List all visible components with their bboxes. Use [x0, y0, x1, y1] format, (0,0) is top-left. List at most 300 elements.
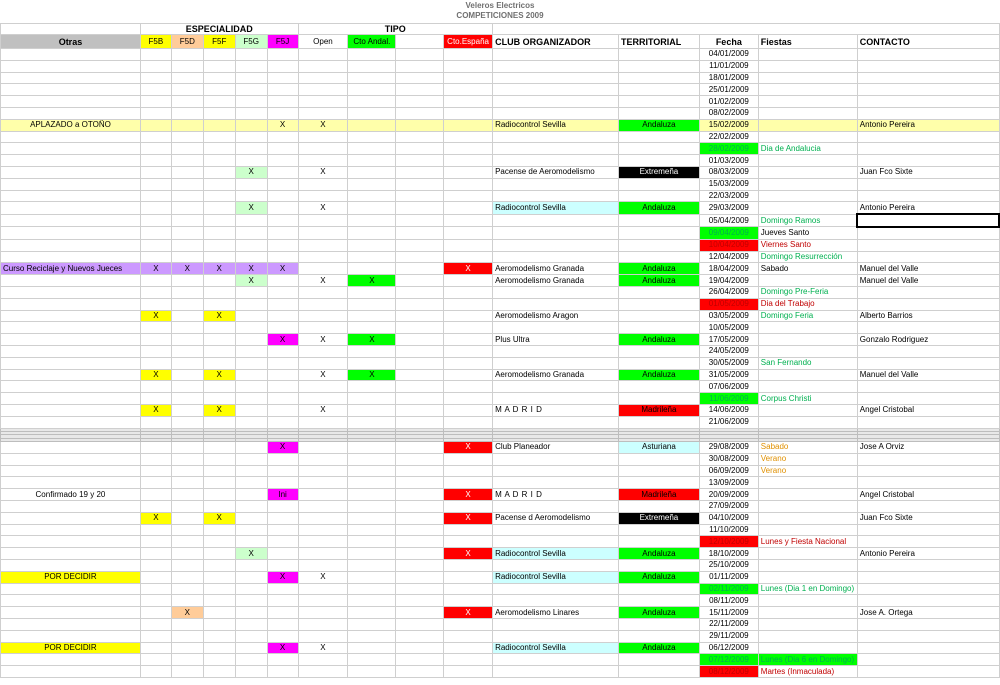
cell-f5f[interactable]: X: [203, 404, 235, 416]
cell-fecha[interactable]: 15/02/2009: [699, 119, 758, 131]
cell-fecha[interactable]: 21/06/2009: [699, 416, 758, 428]
cell-esp[interactable]: [444, 465, 493, 477]
cell-f5d[interactable]: [171, 393, 203, 405]
cell-open[interactable]: X: [298, 275, 348, 287]
cell-esp[interactable]: [444, 381, 493, 393]
cell-esp[interactable]: [444, 630, 493, 642]
cell-club[interactable]: [493, 595, 619, 607]
cell-territorial[interactable]: [618, 214, 699, 227]
cell-fecha[interactable]: 18/04/2009: [699, 263, 758, 275]
cell-fiestas[interactable]: [758, 275, 857, 287]
cell-f5g[interactable]: X: [235, 263, 267, 275]
cell-andal[interactable]: [348, 322, 396, 334]
cell-otras[interactable]: [1, 310, 141, 322]
cell-contacto[interactable]: [857, 536, 999, 548]
col-header-f5j[interactable]: F5J: [267, 35, 298, 49]
cell-open[interactable]: [298, 607, 348, 619]
cell-fecha[interactable]: 02/11/2009: [699, 583, 758, 595]
cell-f5f[interactable]: [203, 453, 235, 465]
cell-territorial[interactable]: Andaluza: [618, 275, 699, 287]
cell-f5d[interactable]: [171, 119, 203, 131]
cell-f5f[interactable]: [203, 298, 235, 310]
cell-open[interactable]: [298, 286, 348, 298]
cell-open[interactable]: [298, 178, 348, 190]
cell-territorial[interactable]: [618, 381, 699, 393]
cell-fecha[interactable]: 18/01/2009: [699, 72, 758, 84]
cell-territorial[interactable]: [618, 107, 699, 119]
cell-f5g[interactable]: [235, 512, 267, 524]
cell-f5g[interactable]: [235, 334, 267, 346]
cell-open[interactable]: [298, 465, 348, 477]
cell-f5d[interactable]: [171, 453, 203, 465]
cell-f5j[interactable]: [267, 275, 298, 287]
cell-f5d[interactable]: [171, 642, 203, 654]
cell-otras[interactable]: [1, 298, 141, 310]
cell-fecha[interactable]: 04/01/2009: [699, 49, 758, 61]
cell-esp[interactable]: [444, 155, 493, 167]
cell-open[interactable]: [298, 619, 348, 631]
cell-open[interactable]: [298, 72, 348, 84]
cell-territorial[interactable]: [618, 49, 699, 61]
cell-fiestas[interactable]: Dia de Andalucia: [758, 143, 857, 155]
cell-f5d[interactable]: [171, 571, 203, 583]
cell-f5j[interactable]: [267, 666, 298, 678]
cell-f5d[interactable]: [171, 60, 203, 72]
cell-f5b[interactable]: [140, 560, 171, 572]
cell-territorial[interactable]: Extremeña: [618, 512, 699, 524]
cell-f5j[interactable]: [267, 619, 298, 631]
cell-f5b[interactable]: [140, 107, 171, 119]
cell-club[interactable]: Aeromodelismo Linares: [493, 607, 619, 619]
cell-contacto[interactable]: [857, 227, 999, 239]
cell-f5f[interactable]: [203, 214, 235, 227]
cell-f5b[interactable]: [140, 571, 171, 583]
cell-territorial[interactable]: [618, 310, 699, 322]
cell-territorial[interactable]: Andaluza: [618, 642, 699, 654]
cell-territorial[interactable]: [618, 155, 699, 167]
cell-fecha[interactable]: 01/11/2009: [699, 571, 758, 583]
cell-otras[interactable]: [1, 560, 141, 572]
cell-open[interactable]: X: [298, 202, 348, 214]
cell-otras[interactable]: [1, 583, 141, 595]
cell-x9[interactable]: [396, 477, 444, 489]
cell-open[interactable]: [298, 501, 348, 513]
cell-x9[interactable]: [396, 524, 444, 536]
cell-andal[interactable]: [348, 489, 396, 501]
cell-esp[interactable]: [444, 334, 493, 346]
cell-x9[interactable]: [396, 178, 444, 190]
cell-andal[interactable]: [348, 84, 396, 96]
cell-f5d[interactable]: [171, 84, 203, 96]
cell-fiestas[interactable]: Verano: [758, 465, 857, 477]
cell-x9[interactable]: [396, 251, 444, 263]
cell-otras[interactable]: POR DECIDIR: [1, 642, 141, 654]
cell-fiestas[interactable]: [758, 190, 857, 202]
cell-f5f[interactable]: [203, 654, 235, 666]
cell-territorial[interactable]: [618, 60, 699, 72]
cell-f5d[interactable]: [171, 357, 203, 369]
cell-club[interactable]: [493, 72, 619, 84]
cell-club[interactable]: [493, 381, 619, 393]
cell-f5f[interactable]: [203, 202, 235, 214]
cell-open[interactable]: X: [298, 404, 348, 416]
cell-fiestas[interactable]: Corpus Christi: [758, 393, 857, 405]
cell-f5g[interactable]: [235, 560, 267, 572]
cell-contacto[interactable]: [857, 60, 999, 72]
cell-otras[interactable]: [1, 190, 141, 202]
cell-x9[interactable]: [396, 369, 444, 381]
cell-esp[interactable]: [444, 642, 493, 654]
cell-club[interactable]: [493, 619, 619, 631]
cell-fiestas[interactable]: [758, 416, 857, 428]
cell-f5g[interactable]: [235, 666, 267, 678]
cell-f5g[interactable]: X: [235, 275, 267, 287]
cell-f5f[interactable]: [203, 571, 235, 583]
cell-fiestas[interactable]: [758, 548, 857, 560]
cell-f5f[interactable]: [203, 489, 235, 501]
cell-contacto[interactable]: Angel Cristobal: [857, 489, 999, 501]
cell-f5j[interactable]: [267, 512, 298, 524]
cell-club[interactable]: [493, 536, 619, 548]
cell-x9[interactable]: [396, 393, 444, 405]
col-header-fiestas[interactable]: Fiestas: [758, 35, 857, 49]
cell-f5d[interactable]: [171, 666, 203, 678]
cell-open[interactable]: [298, 49, 348, 61]
cell-andal[interactable]: [348, 595, 396, 607]
cell-f5d[interactable]: [171, 630, 203, 642]
cell-territorial[interactable]: [618, 84, 699, 96]
cell-open[interactable]: X: [298, 166, 348, 178]
cell-fecha[interactable]: 12/10/2009: [699, 536, 758, 548]
cell-andal[interactable]: [348, 166, 396, 178]
cell-territorial[interactable]: [618, 190, 699, 202]
cell-andal[interactable]: [348, 536, 396, 548]
cell-territorial[interactable]: [618, 501, 699, 513]
cell-f5b[interactable]: [140, 465, 171, 477]
cell-fiestas[interactable]: [758, 571, 857, 583]
cell-f5j[interactable]: Ini: [267, 489, 298, 501]
cell-otras[interactable]: [1, 96, 141, 108]
cell-f5b[interactable]: X: [140, 512, 171, 524]
cell-fecha[interactable]: 26/04/2009: [699, 286, 758, 298]
cell-andal[interactable]: [348, 227, 396, 239]
cell-f5b[interactable]: [140, 619, 171, 631]
cell-contacto[interactable]: [857, 155, 999, 167]
cell-otras[interactable]: APLAZADO a OTOÑO: [1, 119, 141, 131]
cell-f5g[interactable]: [235, 619, 267, 631]
cell-club[interactable]: [493, 465, 619, 477]
cell-andal[interactable]: [348, 583, 396, 595]
cell-club[interactable]: Plus Ultra: [493, 334, 619, 346]
col-header-cto-espana[interactable]: Cto.España: [444, 35, 493, 49]
cell-contacto[interactable]: [857, 72, 999, 84]
cell-esp[interactable]: [444, 619, 493, 631]
cell-f5d[interactable]: [171, 465, 203, 477]
cell-otras[interactable]: [1, 501, 141, 513]
cell-fecha[interactable]: 25/01/2009: [699, 84, 758, 96]
cell-contacto[interactable]: Juan Fco Sixte: [857, 512, 999, 524]
cell-club[interactable]: [493, 666, 619, 678]
cell-andal[interactable]: [348, 107, 396, 119]
cell-f5g[interactable]: [235, 416, 267, 428]
cell-f5g[interactable]: [235, 536, 267, 548]
cell-f5d[interactable]: [171, 322, 203, 334]
cell-fecha[interactable]: 07/12/2009: [699, 654, 758, 666]
col-header-blank[interactable]: [396, 35, 444, 49]
cell-f5d[interactable]: X: [171, 263, 203, 275]
cell-esp[interactable]: [444, 251, 493, 263]
cell-fiestas[interactable]: Sabado: [758, 442, 857, 454]
cell-f5j[interactable]: [267, 369, 298, 381]
cell-contacto[interactable]: Antonio Pereira: [857, 202, 999, 214]
cell-esp[interactable]: [444, 501, 493, 513]
cell-f5b[interactable]: X: [140, 404, 171, 416]
cell-esp[interactable]: [444, 286, 493, 298]
col-header-otras[interactable]: Otras: [1, 35, 141, 49]
cell-f5j[interactable]: [267, 630, 298, 642]
cell-f5f[interactable]: [203, 501, 235, 513]
cell-contacto[interactable]: [857, 96, 999, 108]
cell-fecha[interactable]: 04/10/2009: [699, 512, 758, 524]
cell-club[interactable]: [493, 630, 619, 642]
cell-esp[interactable]: X: [444, 263, 493, 275]
cell-fecha[interactable]: 28/02/2009: [699, 143, 758, 155]
cell-f5d[interactable]: [171, 404, 203, 416]
cell-f5g[interactable]: [235, 251, 267, 263]
cell-f5g[interactable]: [235, 477, 267, 489]
cell-contacto[interactable]: [857, 239, 999, 251]
cell-contacto[interactable]: Juan Fco Sixte: [857, 166, 999, 178]
cell-contacto[interactable]: Gonzalo Rodriguez: [857, 334, 999, 346]
cell-fiestas[interactable]: [758, 107, 857, 119]
cell-f5d[interactable]: [171, 155, 203, 167]
cell-fecha[interactable]: 11/06/2009: [699, 393, 758, 405]
cell-f5g[interactable]: [235, 524, 267, 536]
cell-esp[interactable]: [444, 571, 493, 583]
cell-f5f[interactable]: [203, 595, 235, 607]
cell-f5f[interactable]: [203, 60, 235, 72]
cell-contacto[interactable]: [857, 560, 999, 572]
cell-andal[interactable]: [348, 202, 396, 214]
cell-esp[interactable]: [444, 654, 493, 666]
cell-otras[interactable]: [1, 524, 141, 536]
cell-territorial[interactable]: [618, 630, 699, 642]
cell-f5j[interactable]: [267, 345, 298, 357]
cell-territorial[interactable]: Andaluza: [618, 202, 699, 214]
cell-esp[interactable]: X: [444, 607, 493, 619]
cell-f5d[interactable]: [171, 298, 203, 310]
col-header-f5g[interactable]: F5G: [235, 35, 267, 49]
col-header-f5b[interactable]: F5B: [140, 35, 171, 49]
cell-f5g[interactable]: [235, 607, 267, 619]
cell-otras[interactable]: [1, 477, 141, 489]
cell-fiestas[interactable]: [758, 630, 857, 642]
cell-open[interactable]: [298, 630, 348, 642]
cell-otras[interactable]: [1, 227, 141, 239]
cell-f5d[interactable]: [171, 595, 203, 607]
cell-andal[interactable]: [348, 251, 396, 263]
cell-f5j[interactable]: [267, 477, 298, 489]
cell-x9[interactable]: [396, 489, 444, 501]
cell-otras[interactable]: [1, 453, 141, 465]
cell-territorial[interactable]: [618, 178, 699, 190]
cell-esp[interactable]: [444, 143, 493, 155]
cell-f5f[interactable]: X: [203, 310, 235, 322]
cell-esp[interactable]: [444, 477, 493, 489]
cell-contacto[interactable]: Alberto Barrios: [857, 310, 999, 322]
cell-x9[interactable]: [396, 642, 444, 654]
cell-otras[interactable]: [1, 334, 141, 346]
cell-club[interactable]: [493, 322, 619, 334]
cell-f5f[interactable]: [203, 190, 235, 202]
cell-f5j[interactable]: X: [267, 571, 298, 583]
cell-fecha[interactable]: 08/03/2009: [699, 166, 758, 178]
cell-f5g[interactable]: [235, 654, 267, 666]
cell-f5j[interactable]: [267, 286, 298, 298]
cell-esp[interactable]: X: [444, 512, 493, 524]
cell-club[interactable]: [493, 155, 619, 167]
cell-otras[interactable]: [1, 72, 141, 84]
cell-f5g[interactable]: [235, 239, 267, 251]
cell-x9[interactable]: [396, 536, 444, 548]
col-header-f5f[interactable]: F5F: [203, 35, 235, 49]
cell-contacto[interactable]: [857, 524, 999, 536]
cell-club[interactable]: Aeromodelismo Granada: [493, 275, 619, 287]
cell-esp[interactable]: [444, 666, 493, 678]
cell-f5d[interactable]: [171, 178, 203, 190]
cell-f5d[interactable]: [171, 251, 203, 263]
cell-f5b[interactable]: [140, 60, 171, 72]
cell-club[interactable]: [493, 654, 619, 666]
cell-fiestas[interactable]: Verano: [758, 453, 857, 465]
cell-f5g[interactable]: [235, 84, 267, 96]
cell-andal[interactable]: [348, 96, 396, 108]
cell-f5g[interactable]: [235, 642, 267, 654]
cell-f5g[interactable]: [235, 465, 267, 477]
cell-x9[interactable]: [396, 381, 444, 393]
cell-contacto[interactable]: [857, 357, 999, 369]
cell-club[interactable]: [493, 96, 619, 108]
cell-open[interactable]: [298, 416, 348, 428]
cell-esp[interactable]: [444, 298, 493, 310]
cell-f5b[interactable]: [140, 143, 171, 155]
cell-f5b[interactable]: [140, 49, 171, 61]
cell-f5b[interactable]: [140, 666, 171, 678]
cell-x9[interactable]: [396, 49, 444, 61]
cell-club[interactable]: [493, 416, 619, 428]
col-header-territorial[interactable]: TERRITORIAL: [618, 35, 699, 49]
cell-x9[interactable]: [396, 143, 444, 155]
cell-esp[interactable]: [444, 84, 493, 96]
cell-f5b[interactable]: [140, 501, 171, 513]
cell-otras[interactable]: [1, 239, 141, 251]
cell-fiestas[interactable]: [758, 155, 857, 167]
cell-esp[interactable]: [444, 107, 493, 119]
cell-f5j[interactable]: [267, 166, 298, 178]
cell-f5j[interactable]: [267, 131, 298, 143]
cell-f5j[interactable]: X: [267, 442, 298, 454]
cell-f5j[interactable]: [267, 381, 298, 393]
cell-f5f[interactable]: [203, 524, 235, 536]
cell-f5f[interactable]: [203, 666, 235, 678]
cell-open[interactable]: [298, 345, 348, 357]
cell-territorial[interactable]: Andaluza: [618, 263, 699, 275]
cell-f5j[interactable]: [267, 465, 298, 477]
cell-fecha[interactable]: 31/05/2009: [699, 369, 758, 381]
cell-f5b[interactable]: [140, 357, 171, 369]
cell-andal[interactable]: [348, 298, 396, 310]
cell-otras[interactable]: [1, 107, 141, 119]
cell-f5f[interactable]: [203, 477, 235, 489]
cell-f5b[interactable]: [140, 536, 171, 548]
cell-f5b[interactable]: [140, 489, 171, 501]
cell-esp[interactable]: [444, 72, 493, 84]
cell-otras[interactable]: [1, 404, 141, 416]
cell-otras[interactable]: [1, 143, 141, 155]
cell-fecha[interactable]: 05/04/2009: [699, 214, 758, 227]
cell-andal[interactable]: [348, 512, 396, 524]
cell-x9[interactable]: [396, 190, 444, 202]
cell-otras[interactable]: [1, 49, 141, 61]
cell-f5b[interactable]: [140, 275, 171, 287]
cell-open[interactable]: [298, 524, 348, 536]
cell-fiestas[interactable]: Domingo Pre-Feria: [758, 286, 857, 298]
cell-x9[interactable]: [396, 501, 444, 513]
cell-fecha[interactable]: 14/06/2009: [699, 404, 758, 416]
cell-x9[interactable]: [396, 310, 444, 322]
col-header-f5d[interactable]: F5D: [171, 35, 203, 49]
cell-andal[interactable]: [348, 239, 396, 251]
cell-fiestas[interactable]: [758, 84, 857, 96]
cell-fiestas[interactable]: [758, 131, 857, 143]
cell-club[interactable]: [493, 131, 619, 143]
cell-open[interactable]: [298, 107, 348, 119]
cell-fiestas[interactable]: [758, 524, 857, 536]
cell-esp[interactable]: [444, 536, 493, 548]
cell-f5b[interactable]: [140, 166, 171, 178]
cell-f5j[interactable]: [267, 357, 298, 369]
cell-f5d[interactable]: [171, 131, 203, 143]
cell-f5d[interactable]: [171, 416, 203, 428]
cell-andal[interactable]: [348, 666, 396, 678]
cell-fecha[interactable]: 25/10/2009: [699, 560, 758, 572]
cell-andal[interactable]: [348, 263, 396, 275]
cell-otras[interactable]: [1, 322, 141, 334]
cell-f5g[interactable]: [235, 442, 267, 454]
cell-f5d[interactable]: [171, 166, 203, 178]
cell-fiestas[interactable]: [758, 607, 857, 619]
cell-open[interactable]: [298, 214, 348, 227]
cell-f5d[interactable]: [171, 536, 203, 548]
cell-fecha[interactable]: 12/04/2009: [699, 251, 758, 263]
cell-fecha[interactable]: 20/09/2009: [699, 489, 758, 501]
cell-andal[interactable]: X: [348, 275, 396, 287]
cell-club[interactable]: [493, 49, 619, 61]
cell-open[interactable]: [298, 310, 348, 322]
cell-fiestas[interactable]: Lunes (Dia 1 en Domingo): [758, 583, 857, 595]
cell-f5d[interactable]: [171, 512, 203, 524]
cell-x9[interactable]: [396, 107, 444, 119]
col-header-contacto[interactable]: CONTACTO: [857, 35, 999, 49]
cell-otras[interactable]: [1, 357, 141, 369]
cell-fecha[interactable]: 30/08/2009: [699, 453, 758, 465]
cell-f5g[interactable]: X: [235, 202, 267, 214]
cell-fiestas[interactable]: [758, 642, 857, 654]
cell-territorial[interactable]: [618, 595, 699, 607]
cell-x9[interactable]: [396, 607, 444, 619]
cell-x9[interactable]: [396, 595, 444, 607]
cell-fecha[interactable]: 08/02/2009: [699, 107, 758, 119]
